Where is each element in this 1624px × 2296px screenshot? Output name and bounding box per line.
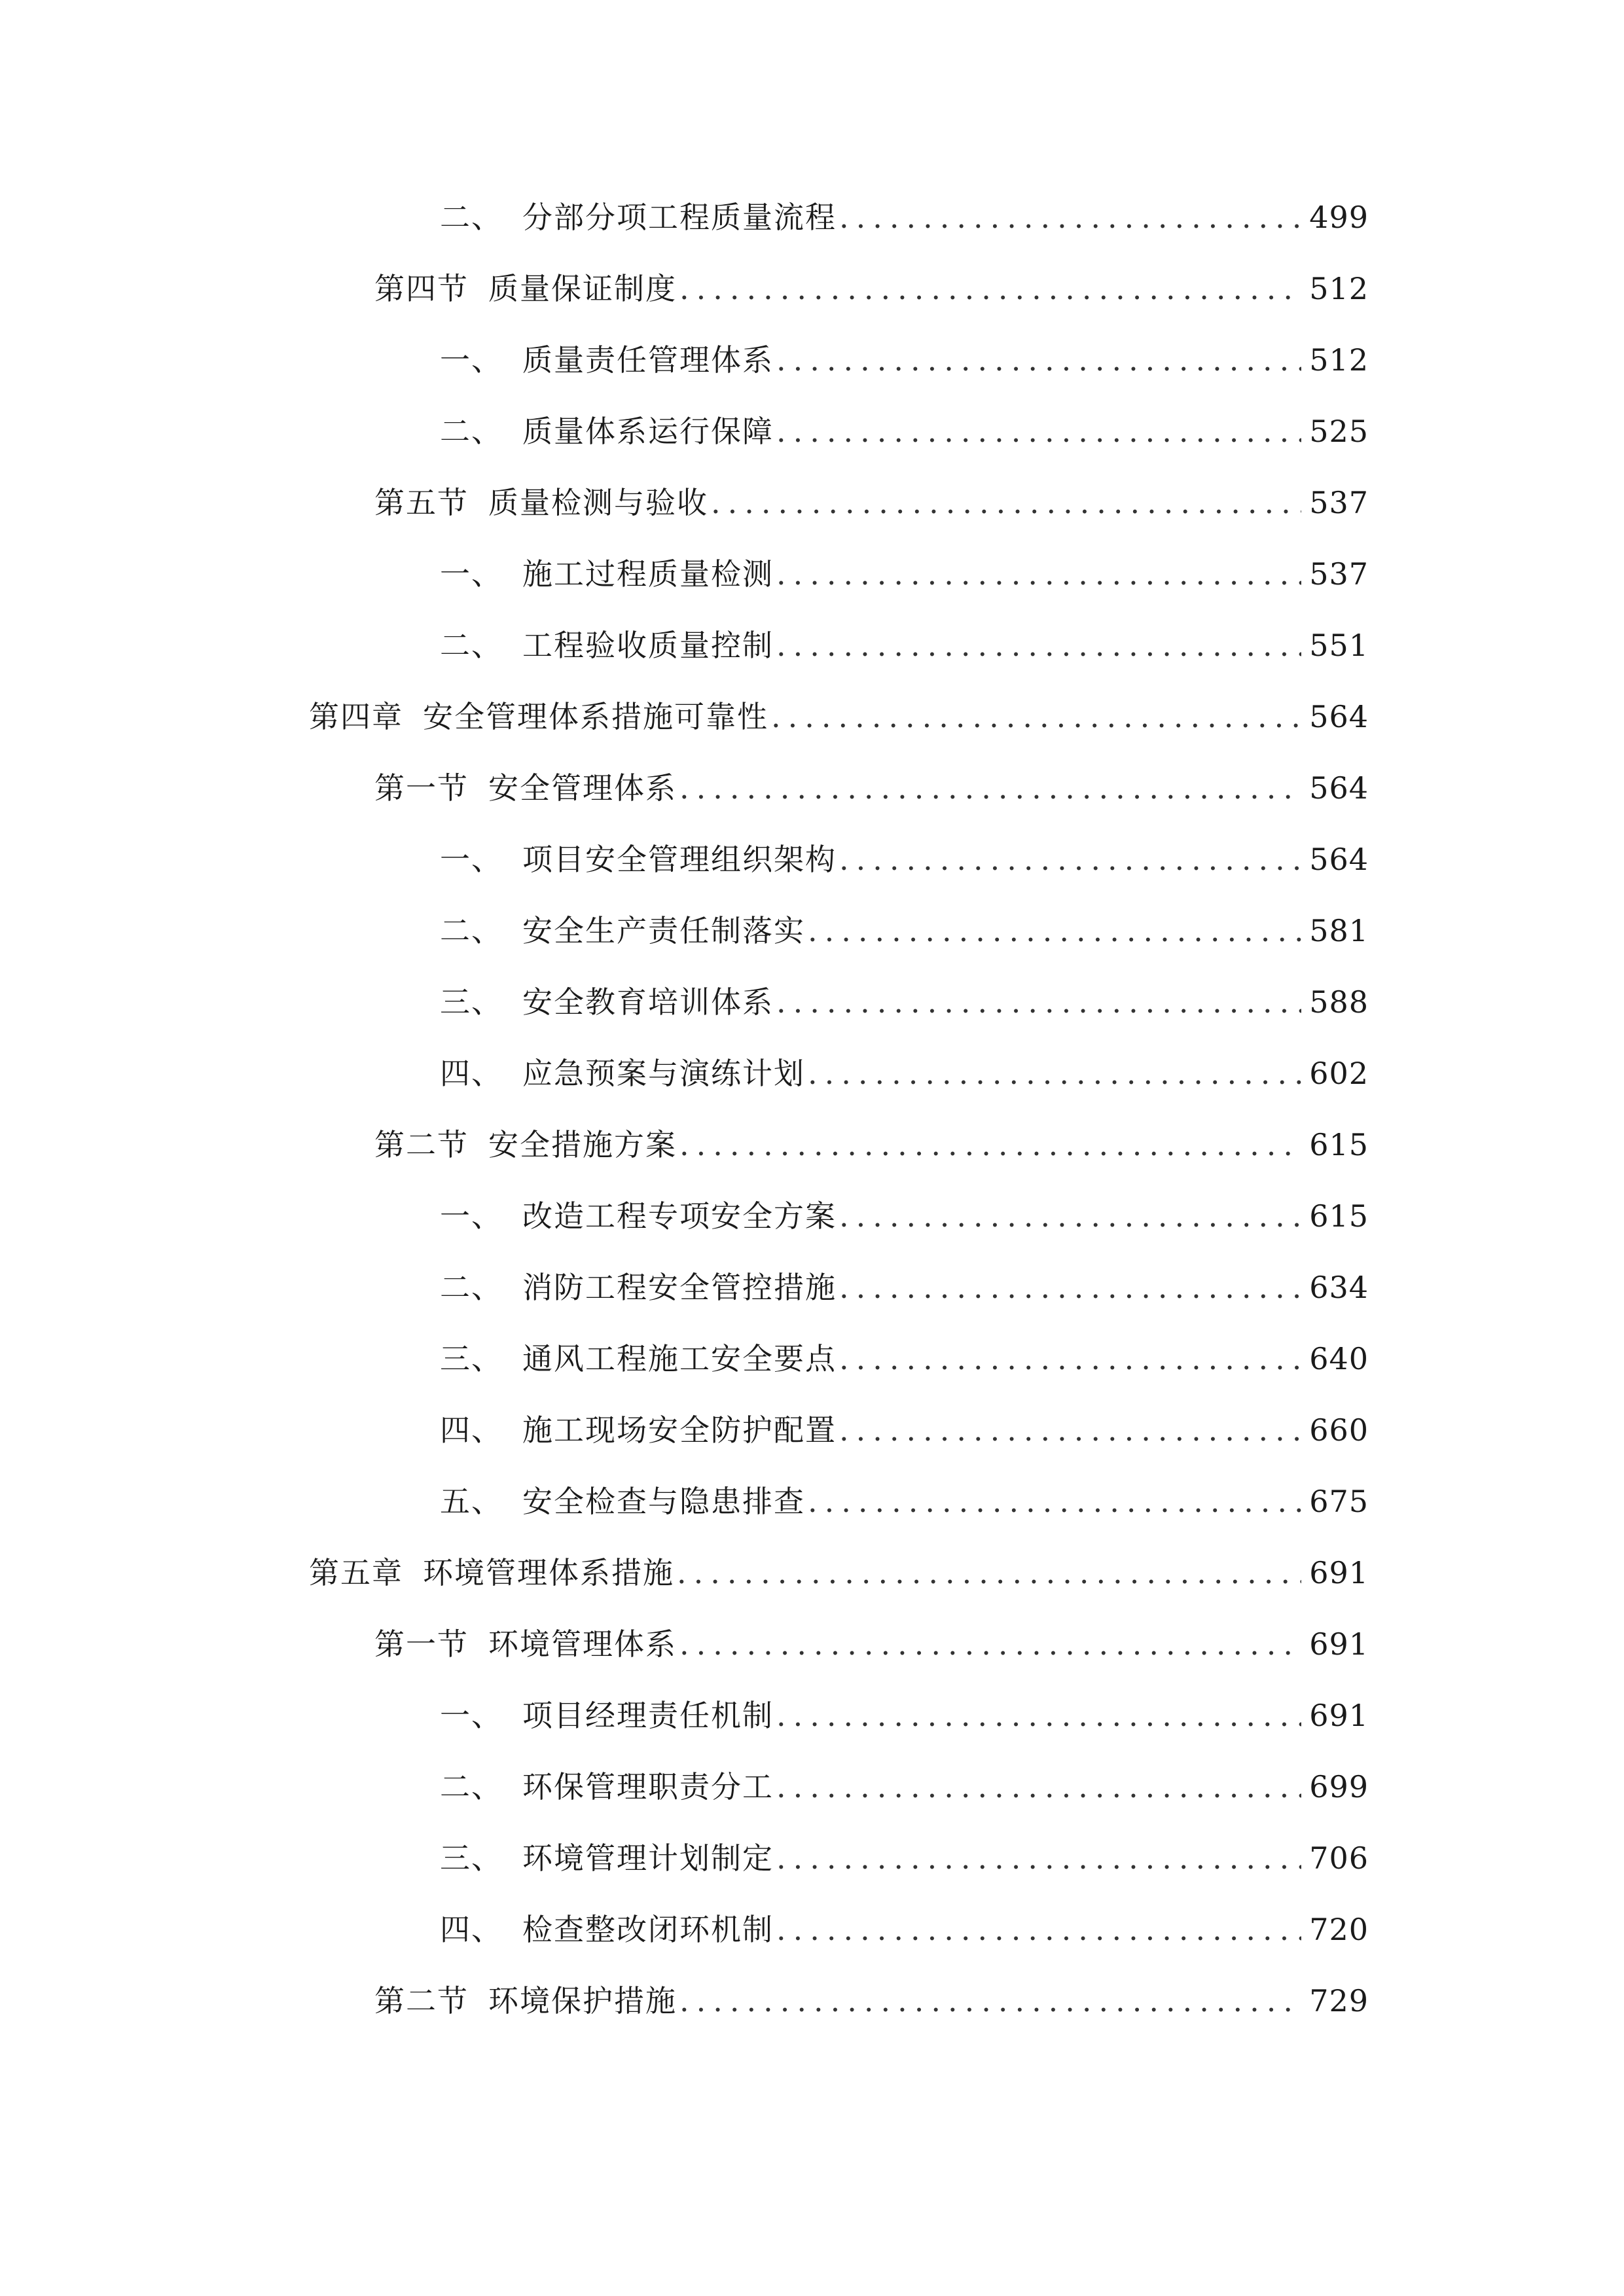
dot-leader [776, 340, 1301, 380]
toc-entry-title: 环境管理体系措施 [423, 1555, 674, 1590]
toc-entry[interactable] [440, 554, 1369, 594]
toc-entry-number: 二、 [440, 1769, 503, 1804]
toc-entry-number: 第二节 [374, 1127, 469, 1162]
toc-entry-title: 安全检查与隐患排查 [522, 1484, 805, 1519]
dot-leader [776, 626, 1301, 665]
dot-leader [776, 412, 1301, 451]
toc-entry-number: 第五章 [309, 1555, 403, 1590]
toc-entry-number: 一、 [440, 342, 503, 378]
toc-entry-title: 环境管理计划制定 [522, 1840, 774, 1876]
toc-entry-title: 检查整改闭环机制 [522, 1912, 774, 1947]
toc-entry-number: 第四节 [374, 271, 469, 306]
toc-entry-page: 729 [1309, 1983, 1369, 2018]
toc-entry[interactable] [309, 1553, 1369, 1592]
toc-entry-number: 一、 [440, 1698, 503, 1733]
toc-entry[interactable] [440, 340, 1369, 380]
dot-leader [679, 1125, 1301, 1164]
toc-entry-page: 564 [1309, 770, 1369, 806]
toc-entry-page: 581 [1309, 913, 1369, 948]
toc-entry-number: 二、 [440, 913, 503, 948]
dot-leader [808, 1482, 1301, 1521]
toc-entry-title: 分部分项工程质量流程 [522, 200, 837, 235]
toc-entry-title: 质量责任管理体系 [522, 342, 774, 378]
toc-entry-number: 三、 [440, 984, 503, 1020]
dot-leader [771, 697, 1301, 736]
toc-entry-number: 三、 [440, 1840, 503, 1876]
toc-entry-number: 五、 [440, 1484, 503, 1519]
toc-entry-page: 602 [1309, 1056, 1369, 1091]
dot-leader [679, 768, 1301, 808]
toc-entry-page: 660 [1309, 1412, 1369, 1448]
toc-entry-title: 通风工程施工安全要点 [522, 1341, 837, 1376]
dot-leader [839, 840, 1301, 879]
toc-entry[interactable] [440, 982, 1369, 1022]
dot-leader [679, 1624, 1301, 1664]
toc-entry-title: 工程验收质量控制 [522, 628, 774, 663]
toc-entry-title: 质量保证制度 [488, 271, 677, 306]
dot-leader [839, 1268, 1301, 1307]
toc-entry-page: 588 [1309, 984, 1369, 1020]
dot-leader [839, 1410, 1301, 1450]
toc-entry-number: 一、 [440, 556, 503, 592]
toc-entry-title: 应急预案与演练计划 [522, 1056, 805, 1091]
toc-entry-number: 二、 [440, 414, 503, 449]
toc-entry-title: 改造工程专项安全方案 [522, 1198, 837, 1234]
toc-entry[interactable] [440, 1910, 1369, 1949]
toc-entry[interactable] [440, 1196, 1369, 1236]
toc-entry-number: 二、 [440, 1270, 503, 1305]
toc-entry[interactable] [374, 1981, 1369, 2020]
toc-entry-title: 环境保护措施 [488, 1983, 677, 2018]
dot-leader [839, 1339, 1301, 1378]
toc-entry[interactable] [440, 1482, 1369, 1521]
dot-leader [677, 1553, 1301, 1592]
toc-entry-page: 564 [1309, 699, 1369, 734]
toc-entry-page: 537 [1309, 485, 1369, 520]
toc-entry-page: 615 [1309, 1127, 1369, 1162]
toc-entry[interactable] [440, 1410, 1369, 1450]
toc-entry-title: 项目安全管理组织架构 [522, 842, 837, 877]
toc-entry[interactable] [440, 1839, 1369, 1878]
toc-entry-number: 一、 [440, 842, 503, 877]
dot-leader [776, 982, 1301, 1022]
toc-entry-page: 706 [1309, 1840, 1369, 1876]
toc-entry[interactable] [440, 1054, 1369, 1093]
toc-entry[interactable] [440, 1339, 1369, 1378]
toc-entry-page: 537 [1309, 556, 1369, 592]
toc-entry-number: 三、 [440, 1341, 503, 1376]
toc-entry-title: 安全教育培训体系 [522, 984, 774, 1020]
dot-leader [711, 483, 1301, 522]
toc-entry-page: 564 [1309, 842, 1369, 877]
toc-entry-page: 720 [1309, 1912, 1369, 1947]
toc-entry-title: 施工过程质量检测 [522, 556, 774, 592]
toc-entry-page: 499 [1309, 200, 1369, 235]
toc-entry-page: 691 [1309, 1555, 1369, 1590]
dot-leader [776, 554, 1301, 594]
toc-entry-page: 699 [1309, 1769, 1369, 1804]
toc-entry-number: 四、 [440, 1412, 503, 1448]
toc-entry-title: 安全管理体系 [488, 770, 677, 806]
toc-entry-page: 512 [1309, 342, 1369, 378]
toc-entry-page: 525 [1309, 414, 1369, 449]
dot-leader [839, 1196, 1301, 1236]
toc-entry[interactable] [374, 768, 1369, 808]
toc-entry-page: 512 [1309, 271, 1369, 306]
toc-entry[interactable] [374, 1125, 1369, 1164]
toc-entry-page: 551 [1309, 628, 1369, 663]
toc-entry-title: 环境管理体系 [488, 1626, 677, 1662]
toc-entry-title: 项目经理责任机制 [522, 1698, 774, 1733]
toc-entry-title: 安全管理体系措施可靠性 [423, 699, 768, 734]
toc-entry[interactable] [440, 1767, 1369, 1806]
toc-entry[interactable] [374, 483, 1369, 522]
toc-entry-title: 消防工程安全管控措施 [522, 1270, 837, 1305]
toc-entry-title: 质量检测与验收 [488, 485, 708, 520]
toc-entry-title: 施工现场安全防护配置 [522, 1412, 837, 1448]
toc-entry-page: 640 [1309, 1341, 1369, 1376]
dot-leader [776, 1839, 1301, 1878]
dot-leader [679, 1981, 1301, 2020]
dot-leader [839, 198, 1301, 237]
toc-entry[interactable] [440, 1268, 1369, 1307]
toc-entry[interactable] [440, 911, 1369, 950]
toc-entry-number: 第四章 [309, 699, 403, 734]
toc-entry-page: 691 [1309, 1626, 1369, 1662]
dot-leader [776, 1696, 1301, 1735]
toc-entry[interactable] [374, 1624, 1369, 1664]
toc-entry-page: 634 [1309, 1270, 1369, 1305]
toc-entry-number: 第五节 [374, 485, 469, 520]
toc-entry[interactable] [374, 269, 1369, 308]
dot-leader [776, 1910, 1301, 1949]
toc-entry[interactable] [440, 840, 1369, 879]
toc-entry[interactable] [440, 1696, 1369, 1735]
toc-entry[interactable] [440, 198, 1369, 237]
toc-entry-number: 二、 [440, 628, 503, 663]
toc-entry-page: 691 [1309, 1698, 1369, 1733]
toc-entry[interactable] [309, 697, 1369, 736]
toc-entry[interactable] [440, 412, 1369, 451]
dot-leader [776, 1767, 1301, 1806]
toc-entry-page: 675 [1309, 1484, 1369, 1519]
toc-entry-title: 安全措施方案 [488, 1127, 677, 1162]
toc-entry-title: 质量体系运行保障 [522, 414, 774, 449]
dot-leader [808, 1054, 1301, 1093]
dot-leader [679, 269, 1301, 308]
toc-entry-page: 615 [1309, 1198, 1369, 1234]
toc-entry-title: 环保管理职责分工 [522, 1769, 774, 1804]
toc-entry-number: 一、 [440, 1198, 503, 1234]
toc-entry[interactable] [440, 626, 1369, 665]
toc-entry-title: 安全生产责任制落实 [522, 913, 805, 948]
toc-entry-number: 第一节 [374, 770, 469, 806]
toc-entry-number: 四、 [440, 1912, 503, 1947]
dot-leader [808, 911, 1301, 950]
toc-entry-number: 第一节 [374, 1626, 469, 1662]
toc-entry-number: 四、 [440, 1056, 503, 1091]
toc-entry-number: 二、 [440, 200, 503, 235]
toc-entry-number: 第二节 [374, 1983, 469, 2018]
